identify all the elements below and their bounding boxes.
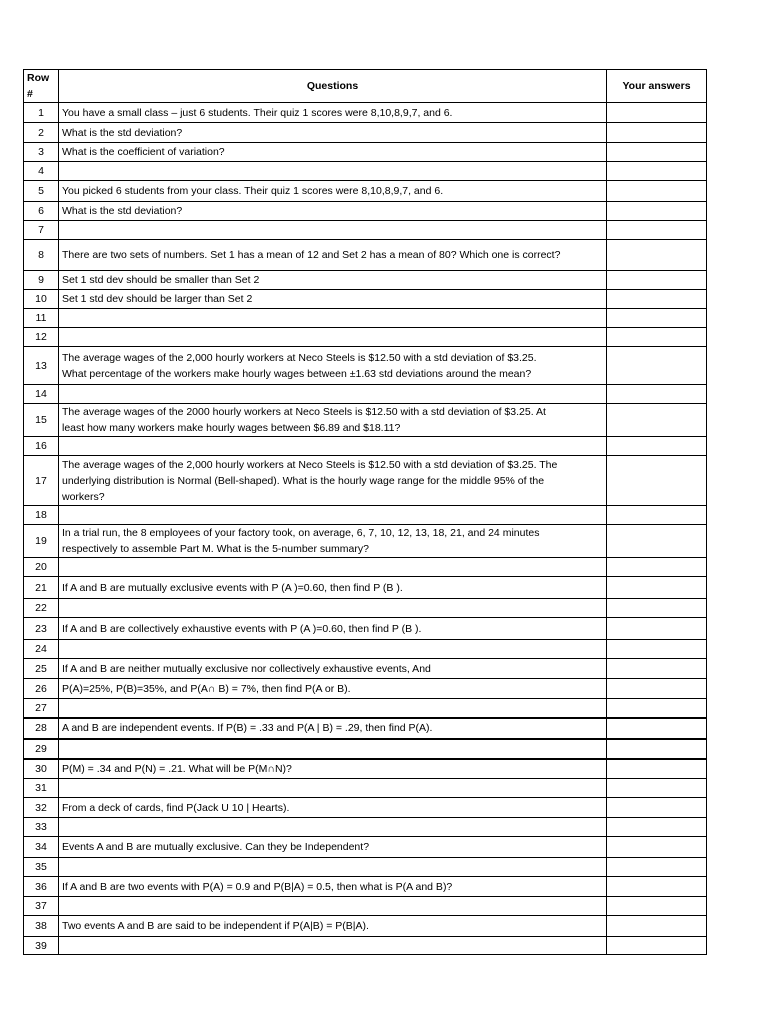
question-text: Set 1 std dev should be smaller than Set 2 [59, 271, 607, 290]
answer-cell[interactable] [607, 437, 707, 456]
answer-cell[interactable] [607, 404, 707, 437]
answer-cell[interactable] [607, 679, 707, 699]
table-row [24, 221, 707, 240]
question-text: The average wages of the 2,000 hourly workers at Neco Steels is $12.50 with a std deviation of $3.25. What percentage of the workers make hourly wages between ±1.63 std deviations around the mean? [59, 347, 607, 385]
table-row [24, 837, 707, 858]
row-number: 10 [24, 290, 59, 309]
answer-cell[interactable] [607, 309, 707, 328]
row-number-header: Row # [24, 70, 59, 103]
table-row [24, 659, 707, 679]
row-number: 38 [24, 916, 59, 937]
question-text [59, 437, 607, 456]
answer-cell[interactable] [607, 385, 707, 404]
table-row [24, 937, 707, 955]
answer-cell[interactable] [607, 837, 707, 858]
answer-cell[interactable] [607, 506, 707, 525]
question-text [59, 937, 607, 955]
question-text [59, 818, 607, 837]
answer-cell[interactable] [607, 271, 707, 290]
answer-cell[interactable] [607, 779, 707, 798]
row-number: 7 [24, 221, 59, 240]
table-row [24, 181, 707, 202]
questions-table [23, 69, 707, 955]
question-text [59, 385, 607, 404]
question-text: The average wages of the 2,000 hourly workers at Neco Steels is $12.50 with a std deviation of $3.25. The underlying distribution is Normal (Bell-shaped). What is the hourly wage range for the middle 95% of the workers? [59, 456, 607, 506]
table-row [24, 858, 707, 877]
answer-cell[interactable] [607, 659, 707, 679]
row-number: 31 [24, 779, 59, 798]
table-body [24, 103, 707, 955]
answer-cell[interactable] [607, 577, 707, 599]
question-text: What is the std deviation? [59, 123, 607, 143]
table-row [24, 385, 707, 404]
answer-cell[interactable] [607, 202, 707, 221]
table-row [24, 290, 707, 309]
table-row [24, 347, 707, 385]
row-number: 16 [24, 437, 59, 456]
row-number: 4 [24, 162, 59, 181]
question-text [59, 558, 607, 577]
row-number: 19 [24, 525, 59, 558]
question-text [59, 779, 607, 798]
question-text: You picked 6 students from your class. Their quiz 1 scores were 8,10,8,9,7, and 6. [59, 181, 607, 202]
answer-cell[interactable] [607, 143, 707, 162]
table-row [24, 162, 707, 181]
row-number: 6 [24, 202, 59, 221]
answer-cell[interactable] [607, 877, 707, 897]
row-number: 33 [24, 818, 59, 837]
row-number: 12 [24, 328, 59, 347]
row-number: 3 [24, 143, 59, 162]
row-number: 27 [24, 699, 59, 718]
answer-cell[interactable] [607, 759, 707, 779]
answer-cell[interactable] [607, 798, 707, 818]
table-row [24, 240, 707, 271]
question-text: P(A)=25%, P(B)=35%, and P(A∩ B) = 7%, then find P(A or B). [59, 679, 607, 699]
question-text: You have a small class – just 6 students. Their quiz 1 scores were 8,10,8,9,7, and 6. [59, 103, 607, 123]
answer-cell[interactable] [607, 599, 707, 618]
table-row [24, 271, 707, 290]
row-number: 22 [24, 599, 59, 618]
table-row [24, 202, 707, 221]
table-row [24, 456, 707, 506]
row-number: 13 [24, 347, 59, 385]
row-number: 35 [24, 858, 59, 877]
table-row [24, 759, 707, 779]
question-text: What is the coefficient of variation? [59, 143, 607, 162]
answer-cell[interactable] [607, 937, 707, 955]
answer-cell[interactable] [607, 328, 707, 347]
row-number: 32 [24, 798, 59, 818]
table-row [24, 309, 707, 328]
answer-cell[interactable] [607, 916, 707, 937]
row-number: 29 [24, 739, 59, 759]
table-row [24, 818, 707, 837]
question-text: A and B are independent events. If P(B) = .33 and P(A | B) = .29, then find P(A). [59, 718, 607, 739]
answer-cell[interactable] [607, 739, 707, 759]
table-row [24, 640, 707, 659]
question-text [59, 328, 607, 347]
question-text: In a trial run, the 8 employees of your factory took, on average, 6, 7, 10, 12, 13, 18, 21, and 24 minutes respectively to assemble Part M. What is the 5-number summary? [59, 525, 607, 558]
table-row [24, 404, 707, 437]
question-text [59, 858, 607, 877]
question-text [59, 162, 607, 181]
table-row [24, 916, 707, 937]
answer-cell[interactable] [607, 347, 707, 385]
question-text [59, 309, 607, 328]
question-text: If A and B are two events with P(A) = 0.9 and P(B|A) = 0.5, then what is P(A and B)? [59, 877, 607, 897]
row-number: 2 [24, 123, 59, 143]
answer-cell[interactable] [607, 103, 707, 123]
row-number: 26 [24, 679, 59, 699]
question-text: There are two sets of numbers. Set 1 has a mean of 12 and Set 2 has a mean of 80? Which one is correct? [59, 240, 607, 271]
question-text: If A and B are mutually exclusive events with P (A )=0.60, then find P (B ). [59, 577, 607, 599]
table-row [24, 618, 707, 640]
row-number: 15 [24, 404, 59, 437]
row-number: 17 [24, 456, 59, 506]
answer-cell[interactable] [607, 558, 707, 577]
answer-cell[interactable] [607, 240, 707, 271]
row-number: 23 [24, 618, 59, 640]
table-row [24, 699, 707, 718]
answers-header: Your answers [607, 70, 707, 103]
table-row [24, 718, 707, 739]
row-number: 28 [24, 718, 59, 739]
table-row [24, 123, 707, 143]
question-text: If A and B are collectively exhaustive events with P (A )=0.60, then find P (B ). [59, 618, 607, 640]
table-row [24, 525, 707, 558]
row-number: 25 [24, 659, 59, 679]
answer-cell[interactable] [607, 162, 707, 181]
question-text [59, 897, 607, 916]
table-row [24, 798, 707, 818]
questions-header: Questions [59, 70, 607, 103]
row-number: 9 [24, 271, 59, 290]
table-row [24, 679, 707, 699]
table-row [24, 328, 707, 347]
table-row [24, 558, 707, 577]
row-number: 34 [24, 837, 59, 858]
answer-cell[interactable] [607, 718, 707, 739]
answer-cell[interactable] [607, 181, 707, 202]
answer-cell[interactable] [607, 897, 707, 916]
table-row [24, 779, 707, 798]
row-number: 30 [24, 759, 59, 779]
answer-cell[interactable] [607, 618, 707, 640]
answer-cell[interactable] [607, 699, 707, 718]
row-number: 21 [24, 577, 59, 599]
row-number: 8 [24, 240, 59, 271]
question-text [59, 739, 607, 759]
row-number: 20 [24, 558, 59, 577]
answer-cell[interactable] [607, 221, 707, 240]
row-number: 11 [24, 309, 59, 328]
question-text: If A and B are neither mutually exclusive nor collectively exhaustive events, And [59, 659, 607, 679]
question-text: Two events A and B are said to be independent if P(A|B) = P(B|A). [59, 916, 607, 937]
row-number: 36 [24, 877, 59, 897]
answer-cell[interactable] [607, 290, 707, 309]
row-number: 1 [24, 103, 59, 123]
question-text: P(M) = .34 and P(N) = .21. What will be P(M∩N)? [59, 759, 607, 779]
row-number: 24 [24, 640, 59, 659]
answer-cell[interactable] [607, 858, 707, 877]
table-row [24, 506, 707, 525]
answer-cell[interactable] [607, 456, 707, 506]
question-text [59, 640, 607, 659]
table-row [24, 897, 707, 916]
row-number: 14 [24, 385, 59, 404]
row-number: 39 [24, 937, 59, 955]
answer-cell[interactable] [607, 640, 707, 659]
question-text: What is the std deviation? [59, 202, 607, 221]
question-text [59, 506, 607, 525]
question-text [59, 599, 607, 618]
question-text: From a deck of cards, find P(Jack U 10 | Hearts). [59, 798, 607, 818]
answer-cell[interactable] [607, 525, 707, 558]
question-text: Events A and B are mutually exclusive. Can they be Independent? [59, 837, 607, 858]
header-row [24, 70, 707, 103]
row-number: 37 [24, 897, 59, 916]
row-number: 18 [24, 506, 59, 525]
table-row [24, 739, 707, 759]
table-row [24, 143, 707, 162]
question-text [59, 221, 607, 240]
answer-cell[interactable] [607, 818, 707, 837]
question-text: The average wages of the 2000 hourly workers at Neco Steels is $12.50 with a std deviation of $3.25. At least how many workers make hourly wages between $6.89 and $18.11? [59, 404, 607, 437]
question-text [59, 699, 607, 718]
table-row [24, 577, 707, 599]
row-number: 5 [24, 181, 59, 202]
table-row [24, 437, 707, 456]
table-row [24, 599, 707, 618]
question-text: Set 1 std dev should be larger than Set 2 [59, 290, 607, 309]
table-row [24, 877, 707, 897]
answer-cell[interactable] [607, 123, 707, 143]
table-row [24, 103, 707, 123]
